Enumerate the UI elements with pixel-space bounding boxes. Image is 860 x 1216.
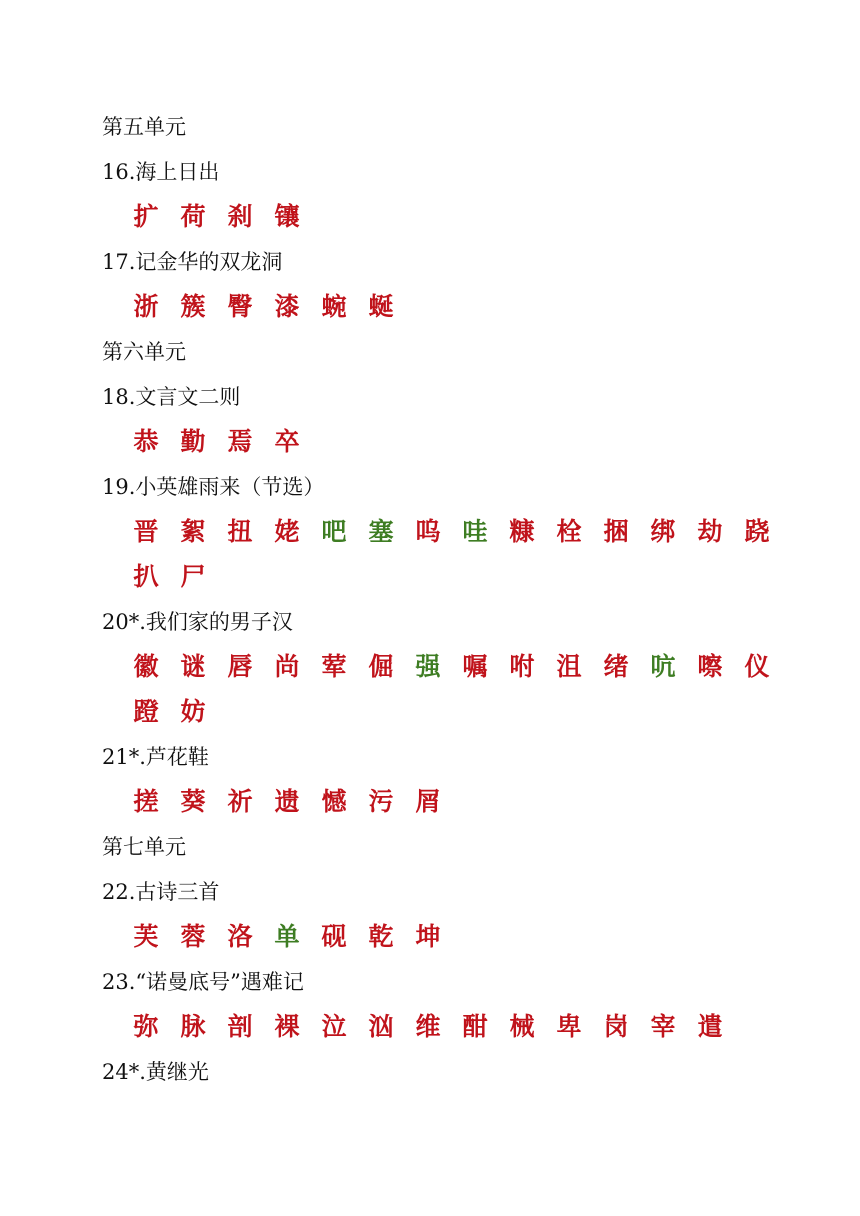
vocab-character: 蜿 bbox=[321, 292, 347, 321]
vocab-character: 强 bbox=[415, 652, 441, 681]
vocab-character: 乾 bbox=[368, 922, 394, 951]
vocab-character: 洛 bbox=[227, 922, 253, 951]
vocab-character: 扒 bbox=[133, 562, 159, 591]
vocab-character: 卑 bbox=[556, 1012, 582, 1041]
vocab-character: 遗 bbox=[274, 787, 300, 816]
vocab-character: 祈 bbox=[227, 787, 253, 816]
vocab-character: 宰 bbox=[650, 1012, 676, 1041]
vocab-character: 谜 bbox=[180, 652, 206, 681]
lesson-title: 22.古诗三首 bbox=[102, 880, 220, 904]
vocab-character: 臀 bbox=[227, 292, 253, 321]
vocab-character: 岗 bbox=[603, 1012, 629, 1041]
lesson-title: 19.小英雄雨来（节选） bbox=[102, 475, 325, 499]
vocab-character: 憾 bbox=[321, 787, 347, 816]
character-list bbox=[132, 427, 780, 456]
vocab-character: 扭 bbox=[227, 517, 253, 546]
document-page bbox=[102, 112, 802, 1102]
lesson-title: 16.海上日出 bbox=[102, 160, 220, 184]
vocab-character: 吧 bbox=[321, 517, 347, 546]
vocab-character: 晋 bbox=[133, 517, 159, 546]
character-list bbox=[132, 1012, 780, 1041]
lesson-title: 18.文言文二则 bbox=[102, 385, 241, 409]
vocab-character: 糠 bbox=[509, 517, 535, 546]
vocab-character: 维 bbox=[415, 1012, 441, 1041]
vocab-character: 械 bbox=[509, 1012, 535, 1041]
vocab-character: 污 bbox=[368, 787, 394, 816]
vocab-character: 尚 bbox=[274, 652, 300, 681]
vocab-character: 蓉 bbox=[180, 922, 206, 951]
vocab-character: 卒 bbox=[274, 427, 300, 456]
vocab-character: 浙 bbox=[133, 292, 159, 321]
character-list bbox=[132, 787, 780, 816]
vocab-character: 倔 bbox=[368, 652, 394, 681]
vocab-character: 葵 bbox=[180, 787, 206, 816]
vocab-character: 咐 bbox=[509, 652, 535, 681]
vocab-character: 荷 bbox=[180, 202, 206, 231]
lesson-title: 24*.黄继光 bbox=[102, 1060, 209, 1084]
vocab-character: 姥 bbox=[274, 517, 300, 546]
character-list bbox=[132, 517, 780, 591]
vocab-character: 劫 bbox=[697, 517, 723, 546]
vocab-character: 沮 bbox=[556, 652, 582, 681]
vocab-character: 脉 bbox=[180, 1012, 206, 1041]
character-list bbox=[132, 652, 780, 726]
vocab-character: 泣 bbox=[321, 1012, 347, 1041]
vocab-character: 弥 bbox=[133, 1012, 159, 1041]
vocab-character: 徽 bbox=[133, 652, 159, 681]
character-list bbox=[132, 292, 780, 321]
vocab-character: 呜 bbox=[415, 517, 441, 546]
vocab-character: 栓 bbox=[556, 517, 582, 546]
lesson-title: 21*.芦花鞋 bbox=[102, 745, 209, 769]
vocab-character: 坤 bbox=[415, 922, 441, 951]
vocab-character: 捆 bbox=[603, 517, 629, 546]
vocab-character: 汹 bbox=[368, 1012, 394, 1041]
vocab-character: 嘱 bbox=[462, 652, 488, 681]
vocab-character: 绪 bbox=[603, 652, 629, 681]
vocab-character: 刹 bbox=[227, 202, 253, 231]
vocab-character: 勤 bbox=[180, 427, 206, 456]
vocab-character: 絮 bbox=[180, 517, 206, 546]
vocab-character: 漆 bbox=[274, 292, 300, 321]
vocab-character: 单 bbox=[274, 922, 300, 951]
lesson-title: 23.“诺曼底号”遇难记 bbox=[102, 970, 304, 994]
lesson-title: 20*.我们家的男子汉 bbox=[102, 610, 293, 634]
vocab-character: 荤 bbox=[321, 652, 347, 681]
unit-heading: 第五单元 bbox=[102, 115, 186, 139]
vocab-character: 吭 bbox=[650, 652, 676, 681]
vocab-character: 恭 bbox=[133, 427, 159, 456]
vocab-character: 尸 bbox=[180, 562, 206, 591]
vocab-character: 跷 bbox=[744, 517, 770, 546]
vocab-character: 蜒 bbox=[368, 292, 394, 321]
character-list bbox=[132, 922, 780, 951]
vocab-character: 镶 bbox=[274, 202, 300, 231]
vocab-character: 搓 bbox=[133, 787, 159, 816]
vocab-character: 剖 bbox=[227, 1012, 253, 1041]
vocab-character: 焉 bbox=[227, 427, 253, 456]
vocab-character: 簇 bbox=[180, 292, 206, 321]
vocab-character: 嚓 bbox=[697, 652, 723, 681]
vocab-character: 砚 bbox=[321, 922, 347, 951]
vocab-character: 唇 bbox=[227, 652, 253, 681]
unit-heading: 第七单元 bbox=[102, 835, 186, 859]
lesson-title: 17.记金华的双龙洞 bbox=[102, 250, 283, 274]
unit-heading: 第六单元 bbox=[102, 340, 186, 364]
vocab-character: 哇 bbox=[462, 517, 488, 546]
vocab-character: 遣 bbox=[697, 1012, 723, 1041]
vocab-character: 酣 bbox=[462, 1012, 488, 1041]
vocab-character: 裸 bbox=[274, 1012, 300, 1041]
character-list bbox=[132, 202, 780, 231]
vocab-character: 蹬 bbox=[133, 697, 159, 726]
vocab-character: 仪 bbox=[744, 652, 770, 681]
vocab-character: 扩 bbox=[133, 202, 159, 231]
vocab-character: 屑 bbox=[415, 787, 441, 816]
vocab-character: 妨 bbox=[180, 697, 206, 726]
vocab-character: 绑 bbox=[650, 517, 676, 546]
vocab-character: 芙 bbox=[133, 922, 159, 951]
vocab-character: 塞 bbox=[368, 517, 394, 546]
